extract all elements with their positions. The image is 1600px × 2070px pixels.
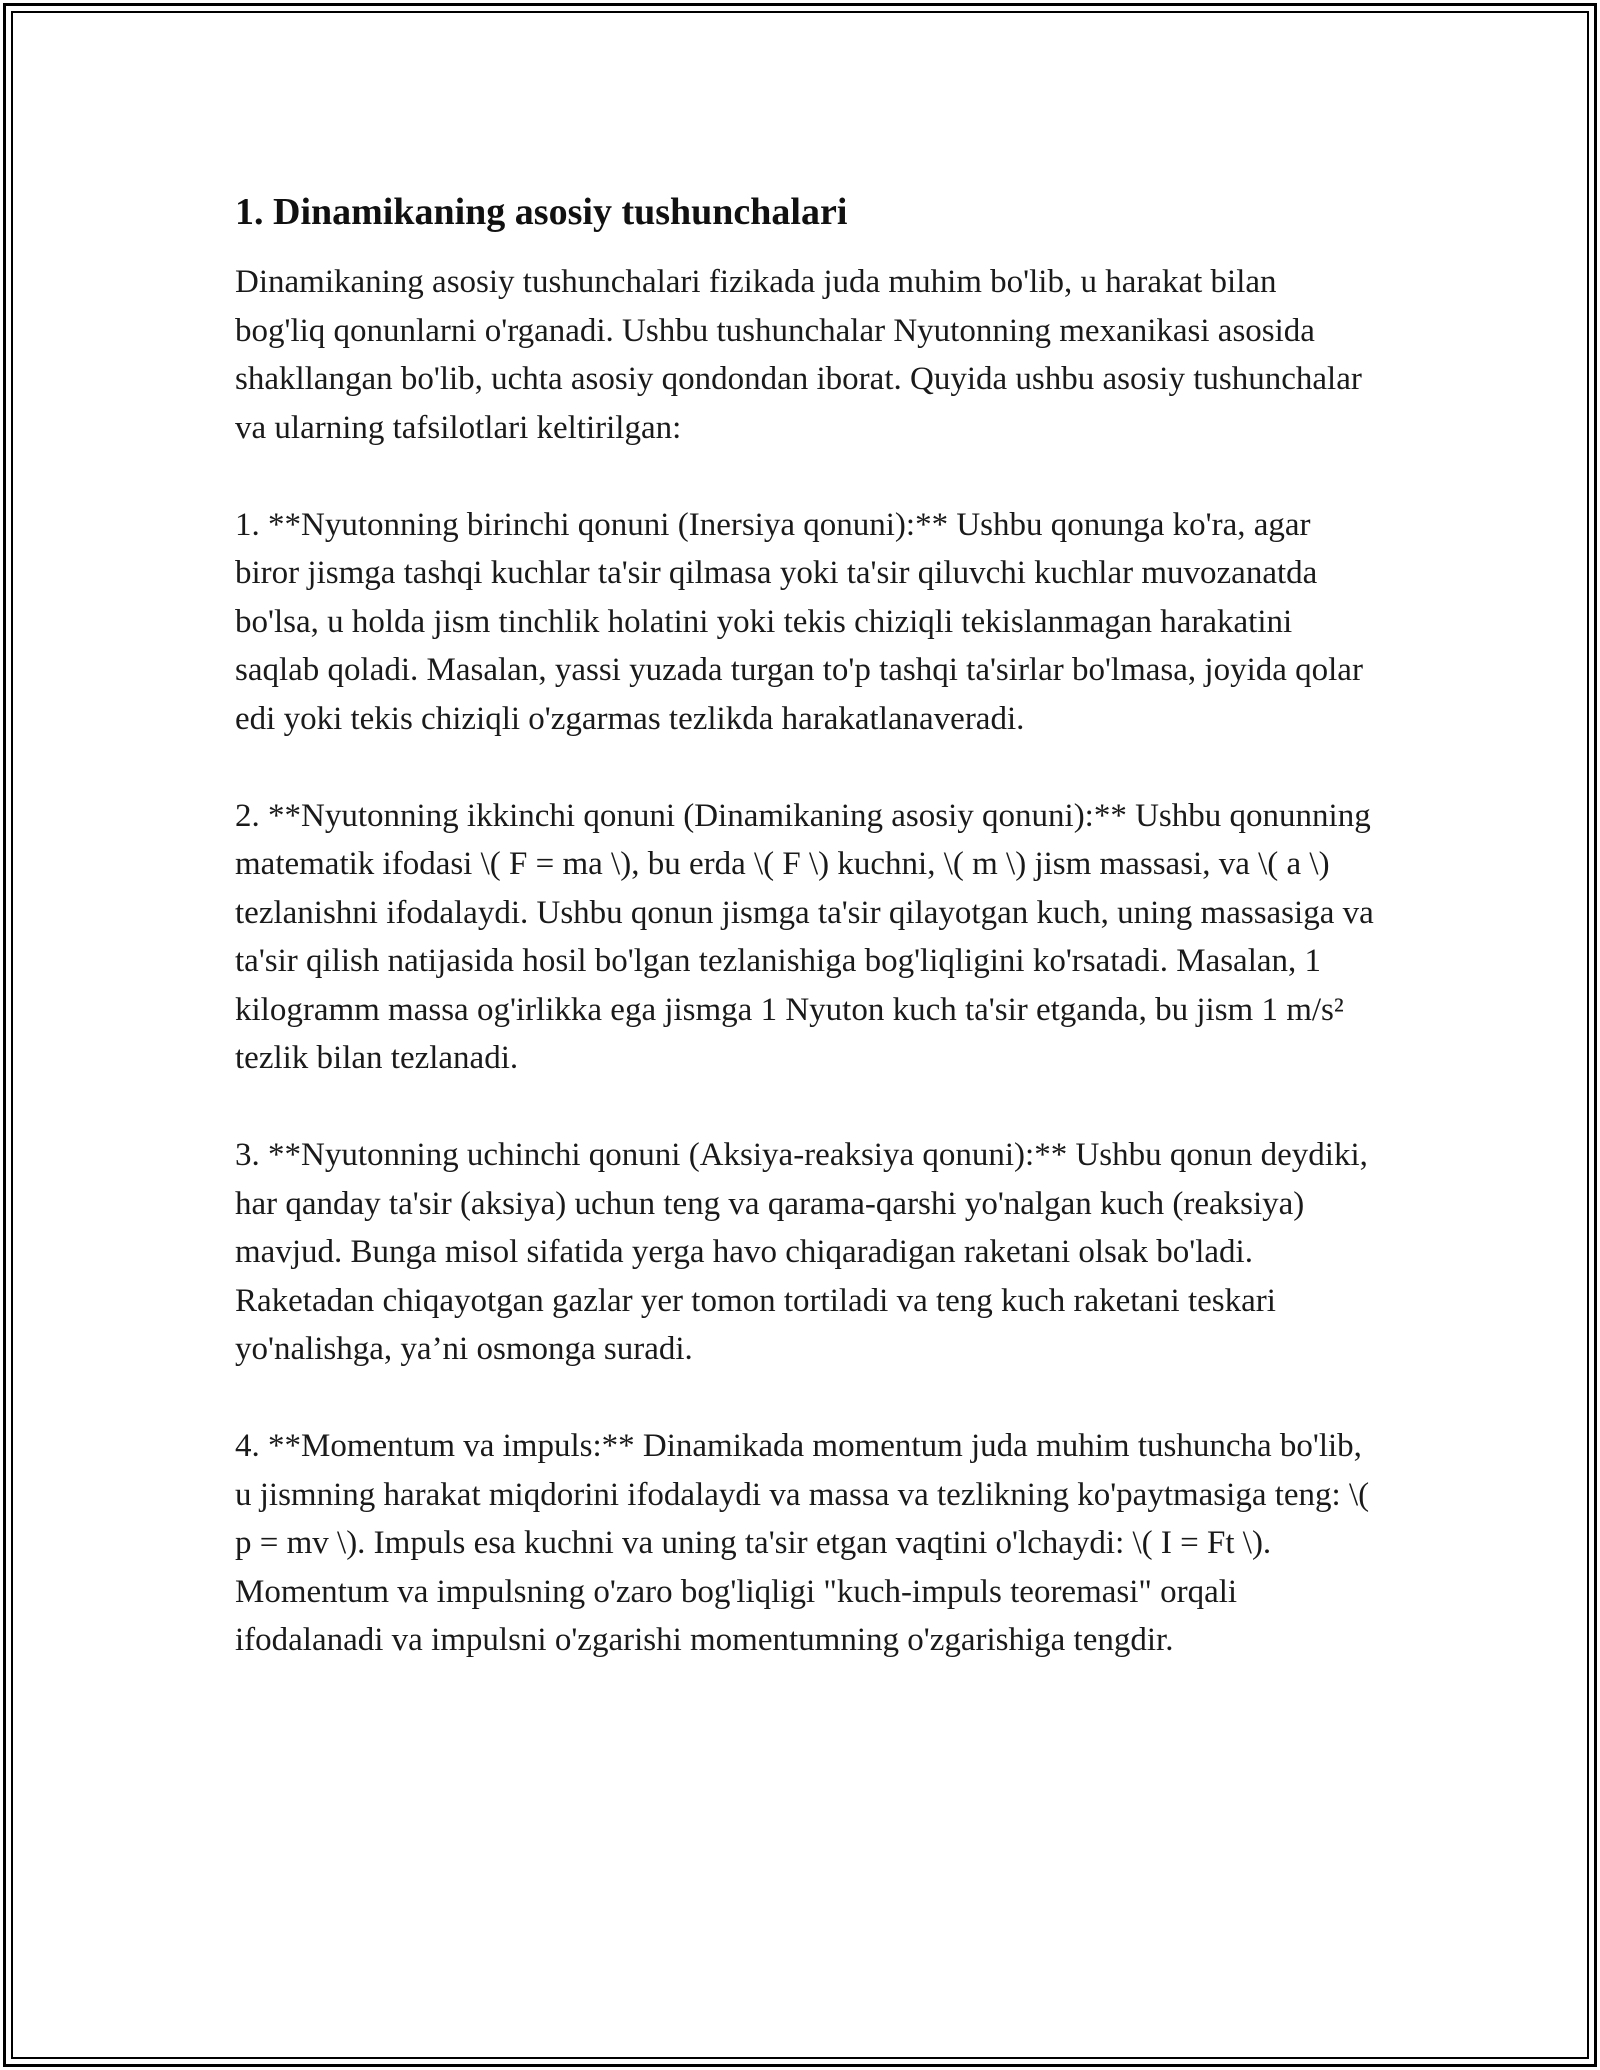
section-heading: 1. Dinamikaning asosiy tushunchalari — [235, 191, 848, 233]
document-body — [235, 188, 1375, 1713]
intro-paragraph: Dinamikaning asosiy tushunchalari fizikada juda muhim bo'lib, u harakat bilan bog'liq qonunlarni o'rganadi. Ushbu tushunchalar Nyutonning mexanikasi asosida shakllangan bo'lib, uchta asosiy qondondan iborat. Quyida ushbu asosiy tushunchalar va ularning tafsilotlari keltirilgan: — [235, 264, 1362, 446]
paragraph-third-law: 3. **Nyutonning uchinchi qonuni (Aksiya-reaksiya qonuni):** Ushbu qonun deydiki, har qanday ta'sir (aksiya) uchun teng va qarama-qarshi yo'nalgan kuch (reaksiya) mavjud. Bunga misol sifatida yerga havo chiqaradigan raketani olsak bo'ladi. Raketadan chiqayotgan gazlar yer tomon tortiladi va teng kuch raketani teskari yo'nalishga, ya’ni osmonga suradi. — [235, 1137, 1368, 1367]
paragraph-first-law: 1. **Nyutonning birinchi qonuni (Inersiya qonuni):** Ushbu qonunga ko'ra, agar biror jismga tashqi kuchlar ta'sir qilmasa yoki ta'sir qiluvchi kuchlar muvozanatda bo'lsa, u holda jism tinchlik holatini yoki tekis chiziqli tekislanmagan harakatini saqlab qoladi. Masalan, yassi yuzada turgan to'p tashqi ta'sirlar bo'lmasa, joyida qolar edi yoki tekis chiziqli o'zgarmas tezlikda harakatlanaveradi. — [235, 506, 1363, 737]
paragraph-second-law: 2. **Nyutonning ikkinchi qonuni (Dinamikaning asosiy qonuni):** Ushbu qonunning matematik ifodasi \( F = ma \), bu erda \( F \) kuchni, \( m \) jism massasi, va \( a \) tezlanishni ifodalaydi. Ushbu qonun jismga ta'sir qilayotgan kuch, uning massasiga va ta'sir qilish natijasida hosil bo'lgan tezlanishiga bog'liqligini ko'rsatadi. Masalan, 1 kilogramm massa og'irlikka ega jismga 1 Nyuton kuch ta'sir etganda, bu jism 1 m/s² tezlik bilan tezlanadi. — [235, 797, 1374, 1076]
paragraph-momentum-impulse: 4. **Momentum va impuls:** Dinamikada momentum juda muhim tushuncha bo'lib, u jismning harakat miqdorini ifodalaydi va massa va tezlikning ko'paytmasiga teng: \( p = mv \). Impuls esa kuchni va uning ta'sir etgan vaqtini o'lchaydi: \( I = Ft \). Momentum va impulsning o'zaro bog'liqligi "kuch-impuls teoremasi" orqali ifodalanadi va impulsni o'zgarishi momentumning o'zgarishiga tengdir. — [235, 1428, 1370, 1658]
